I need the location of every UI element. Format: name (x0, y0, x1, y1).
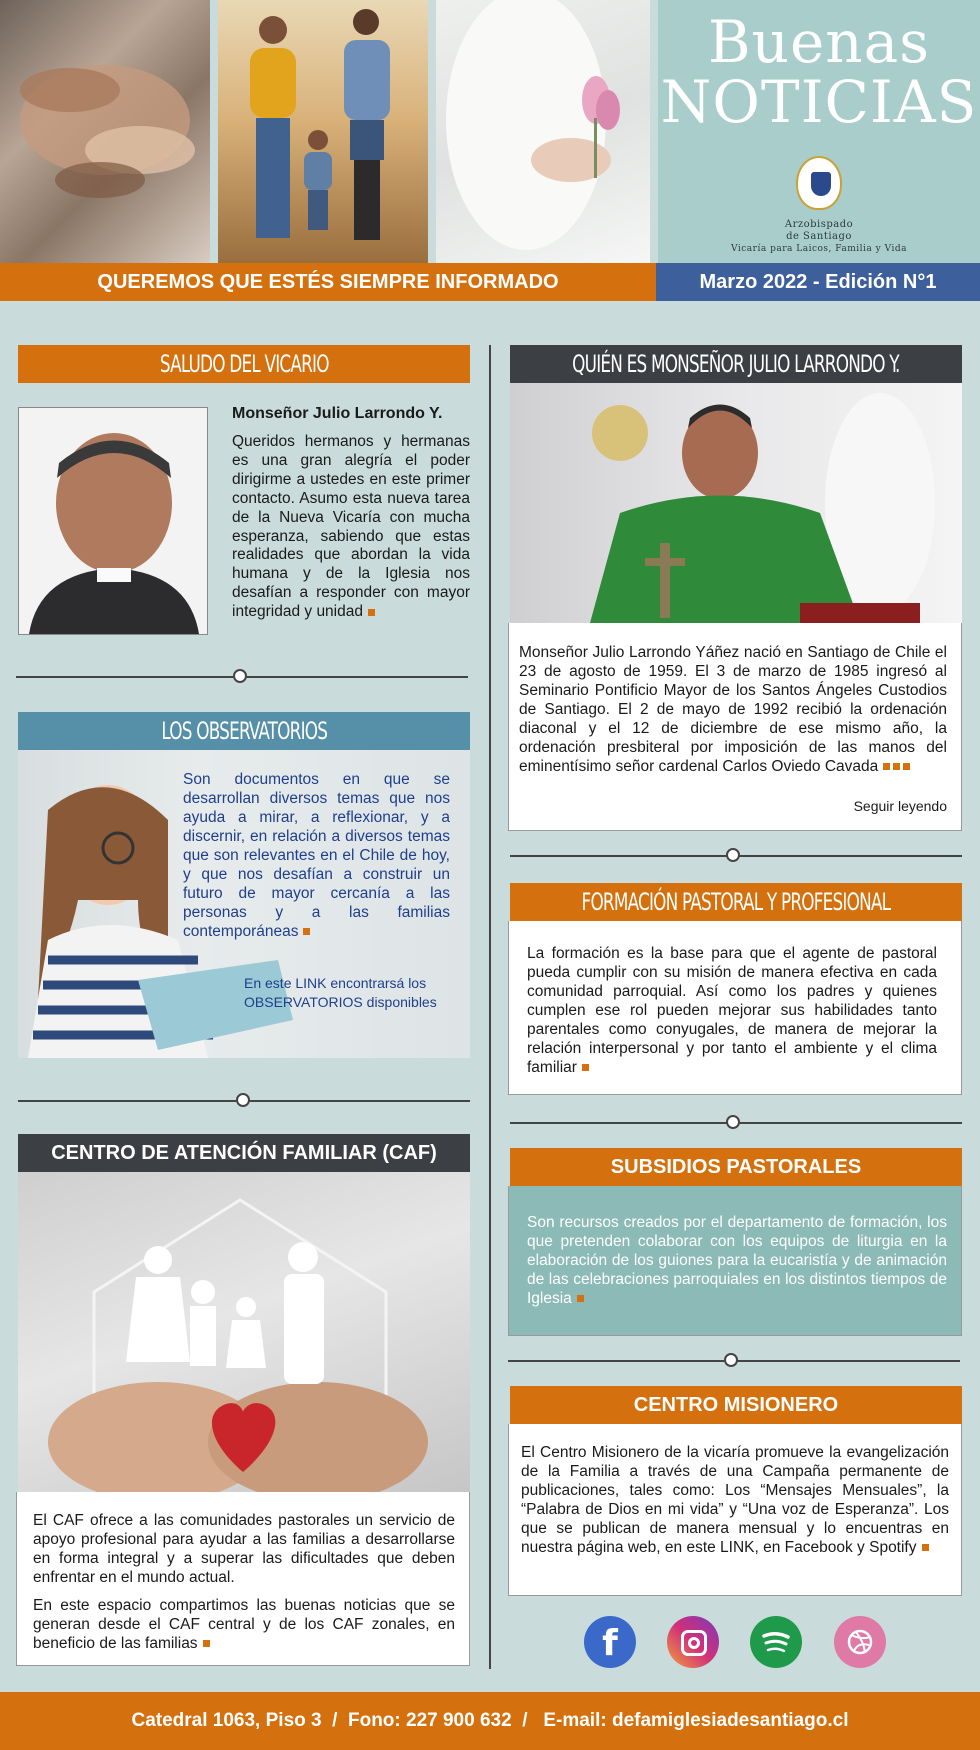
spotify-button[interactable] (750, 1616, 802, 1668)
header-photo-family (218, 0, 428, 263)
brand-panel (658, 0, 980, 263)
family-in-hands-illustration (18, 1172, 470, 1492)
observatorios-link-line1[interactable]: En este LINK encontrarsá los (244, 975, 427, 991)
caf-para1: El CAF ofrece a las comunidades pastorales un servicio de apoyo profesional para ayudar a las familias a desarrollarse en forma integral y a superar las dificultades que deben enfrentar en el mundo actual. (33, 1512, 455, 1586)
org-name-line1: Arzobispado (784, 219, 854, 230)
subsidios-body: Son recursos creados por el departamento de formación, los que pretenden colaborar con los equipos de liturgia en la elaboración de los guiones para la eucaristía y de animación de las celebraciones parroquiales en los distintos tiempos de Iglesia (527, 1214, 947, 1307)
footer-contact: Catedral 1063, Piso 3 / Fono: 227 900 632 / E-mail: defamiglesiadesantiago.cl (131, 1710, 849, 1731)
vicar-name: Monseñor Julio Larrondo Y. (232, 405, 443, 422)
observatorios-heading-bar (18, 712, 470, 750)
facebook-button[interactable] (584, 1616, 636, 1668)
edition-band: Marzo 2022 - Edición N°1 (656, 263, 980, 301)
caf-heading-bar (18, 1134, 470, 1172)
saludo-text (232, 433, 470, 622)
quien-heading: QUIÉN ES MONSEÑOR JULIO LARRONDO Y. (572, 350, 900, 378)
caf-para2-body: En este espacio compartimos las buenas noticias que se generan desde el CAF central y de los CAF zonales, en beneficio de las familias (33, 1597, 455, 1652)
divider-knob-icon (233, 669, 247, 683)
instagram-button[interactable] (667, 1616, 719, 1668)
end-bullet-icon (903, 763, 910, 770)
instagram-icon (681, 1630, 707, 1656)
family-walking-illustration (218, 0, 428, 263)
archdiocese-seal-icon (796, 156, 842, 210)
misionero-heading-bar (510, 1386, 962, 1424)
observatorios-text (183, 770, 450, 941)
observatorios-heading: LOS OBSERVATORIOS (161, 717, 327, 745)
footer-bar (0, 1692, 980, 1750)
dribbble-icon (834, 1616, 886, 1668)
divider-knob-icon (726, 1115, 740, 1129)
misionero-heading: CENTRO MISIONERO (633, 1394, 839, 1416)
end-bullet-icon (303, 928, 310, 935)
saludo-heading: SALUDO DEL VICARIO (159, 350, 329, 378)
observatorios-link[interactable] (244, 974, 464, 1012)
subsidios-heading-bar (510, 1148, 962, 1186)
column-separator (489, 345, 491, 1669)
quien-body: Monseñor Julio Larrondo Yáñez nació en Santiago de Chile el 23 de agosto de 1959. El 3 de marzo de 1985 ingresó al Seminario Pontificio Mayor de los Santos Ángeles Custodios de Santiago. El 2 de mayo de 1992 recibió la ordenación diaconal y el 12 de diciembre de ese mismo año, la ordenación presbiteral por imposición de las manos del eminentísimo señor cardenal Carlos Oviedo Cavada (519, 644, 947, 775)
caf-photo (18, 1172, 470, 1492)
hands-illustration (0, 0, 210, 263)
flower-illustration (436, 0, 650, 263)
formacion-heading-bar (510, 883, 962, 921)
org-name-line3: Vicaría para Laicos, Familia y Vida (731, 244, 907, 254)
end-bullet-icon (368, 609, 375, 616)
header-photo-hands (0, 0, 210, 263)
facebook-icon: f (602, 1623, 618, 1664)
newsletter-title-line1: Buenas (708, 8, 930, 76)
seguir-leyendo-link[interactable]: Seguir leyendo (853, 798, 947, 814)
caf-para2 (33, 1596, 455, 1653)
vicar-portrait (18, 407, 208, 635)
formacion-text (527, 944, 937, 1077)
quien-text (519, 643, 947, 776)
subsidios-text (527, 1213, 947, 1308)
end-bullet-icon (883, 763, 890, 770)
end-bullet-icon (203, 1640, 210, 1647)
end-bullet-icon (582, 1064, 589, 1071)
newsletter-title-line2: NOTICIAS (660, 68, 978, 136)
divider-knob-icon (726, 848, 740, 862)
saludo-heading-bar (18, 345, 470, 383)
observatorios-link-line2[interactable]: OBSERVATORIOS disponibles (244, 994, 437, 1010)
end-bullet-icon (922, 1544, 929, 1551)
divider-knob-icon (724, 1353, 738, 1367)
tagline-band: QUEREMOS QUE ESTÉS SIEMPRE INFORMADO (0, 263, 656, 301)
org-name-line2: de Santiago (786, 231, 852, 242)
misionero-text (521, 1443, 949, 1557)
divider-knob-icon (236, 1093, 250, 1107)
mass-photo (510, 383, 962, 623)
formacion-heading: FORMACIÓN PASTORAL Y PROFESIONAL (581, 888, 891, 916)
dribbble-button[interactable] (834, 1616, 886, 1668)
observatorios-body: Son documentos en que se desarrollan diversos temas que nos ayuda a mirar, a reflexionar, y a discernir, en relación a diversos temas que son relevantes en el Chile de hoy, y que nos desafían a construir un futuro de mayor cercanía a las personas y a las familias contemporáneas (183, 771, 450, 940)
end-bullet-icon (577, 1295, 584, 1302)
vicar-portrait-illustration (19, 408, 207, 634)
formacion-body: La formación es la base para que el agente de pastoral pueda cumplir con su misión de manera efectiva en cada comunidad parroquial. Así como los padres y quienes cumplen ese rol pueden mejorar sus habilidades tanto parentales como conyugales, de manera de mejorar la relación interpersonal y por tanto el ambiente y el clima familiar (527, 945, 937, 1076)
vicar-celebrating-mass-illustration (510, 383, 962, 623)
quien-heading-bar (510, 345, 962, 383)
caf-heading: CENTRO DE ATENCIÓN FAMILIAR (CAF) (51, 1142, 437, 1164)
subsidios-heading: SUBSIDIOS PASTORALES (610, 1156, 862, 1178)
spotify-icon (750, 1616, 802, 1668)
header-photo-pregnancy (436, 0, 650, 263)
misionero-body: El Centro Misionero de la vicaría promueve la evangelización de la Familia a través de una Campaña permanente de publicaciones, tales como: Los “Mensajes Mensuales”, la “Palabra de Dios en mi vida” y “Una voz de Esperanza”. Los que se publican de manera mensual y lo encuentras en nuestra página web, en este LINK, en Facebook y Spotify (521, 1444, 949, 1556)
saludo-body: Queridos hermanos y hermanas es una gran alegría el poder dirigirme a ustedes en este primer contacto. Asumo esta nueva tarea de la Nueva Vicaría con mucha esperanza, sabiendo que estas realidades que abordan la vida humana y de la Iglesia nos desafían a responder con mayor integridad y unidad (232, 433, 470, 621)
end-bullet-icon (893, 763, 900, 770)
